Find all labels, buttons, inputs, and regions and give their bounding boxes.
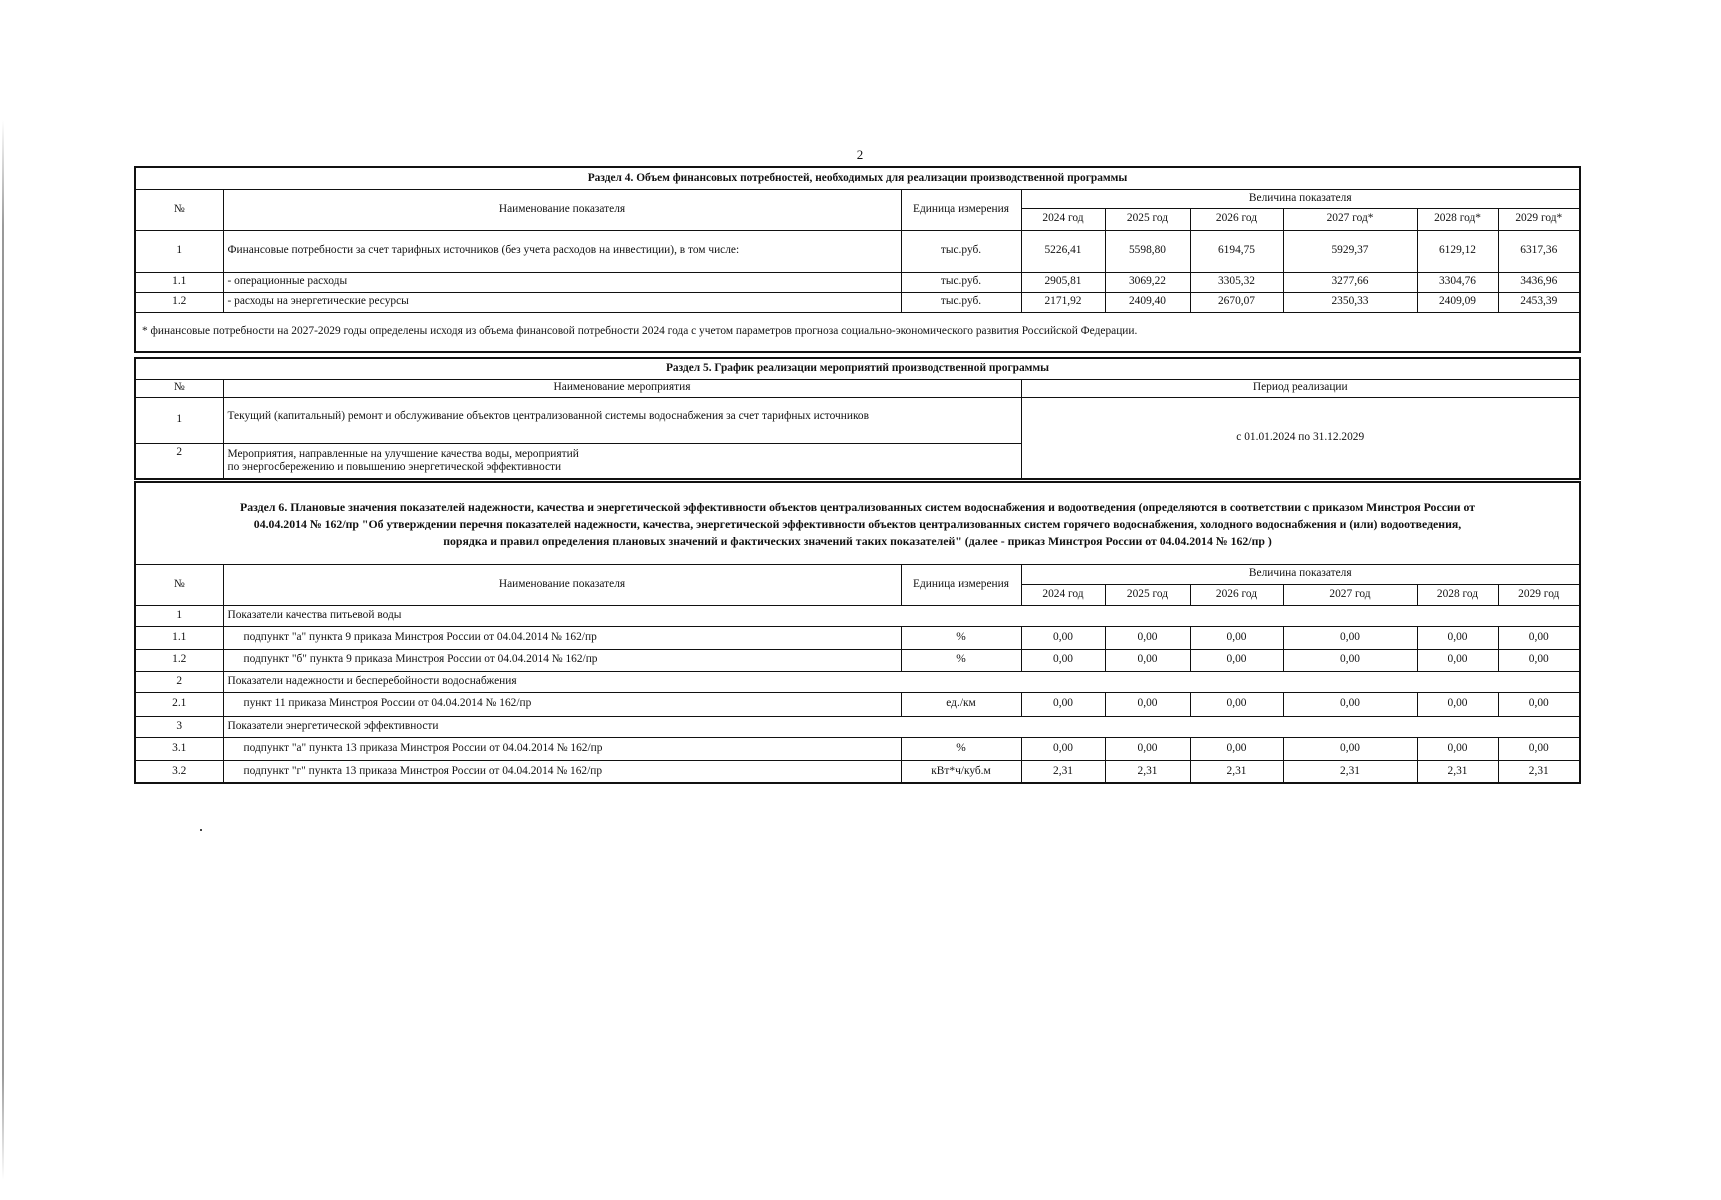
row-number: 1.2 [135, 649, 223, 671]
table-row [135, 230, 1580, 272]
group-row [135, 605, 1580, 626]
row-value: 0,00 [1283, 692, 1417, 716]
group-row [135, 716, 1580, 737]
section4-year: 2025 год [1105, 208, 1190, 230]
group-number: 3 [135, 716, 223, 737]
row-value: 3304,76 [1417, 272, 1498, 292]
row-value: 0,00 [1190, 737, 1283, 760]
row-unit: тыс.руб. [901, 292, 1021, 312]
group-name: Показатели энергетической эффективности [223, 716, 1580, 737]
row-value: 0,00 [1021, 737, 1105, 760]
table-row [135, 397, 1580, 443]
section6-col-num: № [135, 564, 223, 605]
row-unit: % [901, 737, 1021, 760]
table-row [135, 692, 1580, 716]
row-name: Финансовые потребности за счет тарифных источников (без учета расходов на инвестиции), в том числе: [223, 230, 901, 272]
section5-col-name: Наименование мероприятия [223, 379, 1021, 397]
section4-table [134, 166, 1581, 353]
row-value: 0,00 [1021, 626, 1105, 649]
row-value: 2,31 [1417, 760, 1498, 783]
row-name: подпункт "г" пункта 13 приказа Минстроя России от 04.04.2014 № 162/пр [223, 760, 901, 783]
group-name: Показатели качества питьевой воды [223, 605, 1580, 626]
table-row [135, 292, 1580, 312]
row-value: 5929,37 [1283, 230, 1417, 272]
group-row [135, 671, 1580, 692]
section6-col-unit: Единица измерения [901, 564, 1021, 605]
row-unit: тыс.руб. [901, 230, 1021, 272]
row-value: 3436,96 [1498, 272, 1580, 292]
row-name: подпункт "а" пункта 9 приказа Минстроя России от 04.04.2014 № 162/пр [223, 626, 901, 649]
row-value: 6317,36 [1498, 230, 1580, 272]
section6-title [135, 482, 1580, 564]
row-number: 2.1 [135, 692, 223, 716]
row-number: 3.2 [135, 760, 223, 783]
row-value: 5226,41 [1021, 230, 1105, 272]
row-name: подпункт "а" пункта 13 приказа Минстроя России от 04.04.2014 № 162/пр [223, 737, 901, 760]
row-value: 5598,80 [1105, 230, 1190, 272]
row-value: 0,00 [1417, 737, 1498, 760]
row-value: 0,00 [1283, 649, 1417, 671]
row-value: 0,00 [1283, 737, 1417, 760]
section4-col-num: № [135, 189, 223, 230]
row-number: 1 [135, 397, 223, 443]
section6-table [134, 481, 1581, 784]
row-value: 2,31 [1021, 760, 1105, 783]
section4-year: 2026 год [1190, 208, 1283, 230]
row-name-line: Мероприятия, направленные на улучшение качества воды, мероприятий [227, 447, 579, 460]
row-number: 2 [135, 443, 223, 479]
group-number: 2 [135, 671, 223, 692]
row-value: 2453,39 [1498, 292, 1580, 312]
section6-year: 2027 год [1283, 584, 1417, 605]
section4-year: 2024 год [1021, 208, 1105, 230]
table-row [135, 272, 1580, 292]
row-unit: % [901, 626, 1021, 649]
section6-year: 2028 год [1417, 584, 1498, 605]
section4-note: * финансовые потребности на 2027-2029 годы определены исходя из объема финансовой потребности 2024 года с учетом параметров прогноза социально-экономического развития Российской Федерации. [135, 312, 1580, 352]
section6-col-value: Величина показателя [1021, 564, 1580, 584]
row-value: 0,00 [1021, 649, 1105, 671]
row-number: 1.1 [135, 272, 223, 292]
row-name: пункт 11 приказа Минстроя России от 04.04.2014 № 162/пр [223, 692, 901, 716]
row-name-line: по энергосбережению и повышению энергетической эффективности [227, 460, 562, 473]
section4-col-value: Величина показателя [1021, 189, 1580, 208]
row-number: 1 [135, 230, 223, 272]
table-row [135, 626, 1580, 649]
row-value: 6129,12 [1417, 230, 1498, 272]
row-value: 0,00 [1283, 626, 1417, 649]
row-value: 0,00 [1105, 626, 1190, 649]
section5-col-num: № [135, 379, 223, 397]
row-value: 3277,66 [1283, 272, 1417, 292]
row-value: 0,00 [1417, 649, 1498, 671]
section6-year: 2029 год [1498, 584, 1580, 605]
row-value: 2,31 [1498, 760, 1580, 783]
group-number: 1 [135, 605, 223, 626]
group-name: Показатели надежности и бесперебойности водоснабжения [223, 671, 1580, 692]
row-value: 2171,92 [1021, 292, 1105, 312]
row-value: 0,00 [1105, 737, 1190, 760]
row-name: подпункт "б" пункта 9 приказа Минстроя России от 04.04.2014 № 162/пр [223, 649, 901, 671]
table-row [135, 737, 1580, 760]
row-value: 2409,40 [1105, 292, 1190, 312]
row-value: 0,00 [1498, 626, 1580, 649]
row-value: 0,00 [1498, 692, 1580, 716]
row-value: 2,31 [1190, 760, 1283, 783]
row-value: 2670,07 [1190, 292, 1283, 312]
row-unit: ед./км [901, 692, 1021, 716]
row-value: 0,00 [1105, 649, 1190, 671]
section6-year: 2024 год [1021, 584, 1105, 605]
row-number: 1.1 [135, 626, 223, 649]
section6-col-name: Наименование показателя [223, 564, 901, 605]
row-value: 2350,33 [1283, 292, 1417, 312]
section4-col-name: Наименование показателя [223, 189, 901, 230]
row-value: 0,00 [1417, 692, 1498, 716]
section6-year: 2025 год [1105, 584, 1190, 605]
row-value: 0,00 [1498, 737, 1580, 760]
section4-year: 2027 год* [1283, 208, 1417, 230]
section6-title-line: 04.04.2014 № 162/пр "Об утверждении перечня показателей надежности, качества, энергетической эффективности объектов централизованных систем горячего водоснабжения, холодного водоснабжения и (или) водоотведения, [253, 516, 1462, 531]
row-value: 2409,09 [1417, 292, 1498, 312]
row-unit: кВт*ч/куб.м [901, 760, 1021, 783]
section5-table [134, 357, 1581, 480]
section4-title: Раздел 4. Объем финансовых потребностей, необходимых для реализации производственной программы [135, 167, 1580, 189]
section4-col-unit: Единица измерения [901, 189, 1021, 230]
row-value: 3305,32 [1190, 272, 1283, 292]
row-unit: % [901, 649, 1021, 671]
section5-title: Раздел 5. График реализации мероприятий производственной программы [135, 358, 1580, 379]
row-name: - операционные расходы [223, 272, 901, 292]
row-unit: тыс.руб. [901, 272, 1021, 292]
row-value: 2,31 [1283, 760, 1417, 783]
period-cell: с 01.01.2024 по 31.12.2029 [1021, 397, 1580, 479]
row-value: 0,00 [1105, 692, 1190, 716]
page-number: 2 [856, 147, 864, 162]
row-value: 6194,75 [1190, 230, 1283, 272]
row-number: 3.1 [135, 737, 223, 760]
row-value: 0,00 [1190, 626, 1283, 649]
section4-year: 2029 год* [1498, 208, 1580, 230]
table-row [135, 649, 1580, 671]
row-value: 2905,81 [1021, 272, 1105, 292]
row-value: 3069,22 [1105, 272, 1190, 292]
row-value: 2,31 [1105, 760, 1190, 783]
row-value: 0,00 [1498, 649, 1580, 671]
section6-year: 2026 год [1190, 584, 1283, 605]
row-value: 0,00 [1417, 626, 1498, 649]
scan-edge-line [2, 120, 4, 1180]
row-number: 1.2 [135, 292, 223, 312]
section5-col-period: Период реализации [1021, 379, 1580, 397]
row-name: Текущий (капитальный) ремонт и обслуживание объектов централизованной системы водоснабжения за счет тарифных источников [223, 397, 1021, 443]
row-value: 0,00 [1190, 649, 1283, 671]
section6-title-line: Раздел 6. Плановые значения показателей надежности, качества и энергетической эффективности объектов централизованных систем водоснабжения и водоотведения (определяются в соответствии с приказом Минстроя России от [240, 499, 1476, 514]
section6-title-line: порядка и правил определения плановых значений и фактических значений таких показателей" (далее - приказ Минстроя России от 04.04.2014 № 162/пр ) [443, 533, 1272, 548]
scan-dot [200, 829, 202, 831]
row-value: 0,00 [1190, 692, 1283, 716]
row-value: 0,00 [1021, 692, 1105, 716]
row-name [223, 443, 1021, 479]
section4-year: 2028 год* [1417, 208, 1498, 230]
table-row [135, 760, 1580, 783]
row-name: - расходы на энергетические ресурсы [223, 292, 901, 312]
